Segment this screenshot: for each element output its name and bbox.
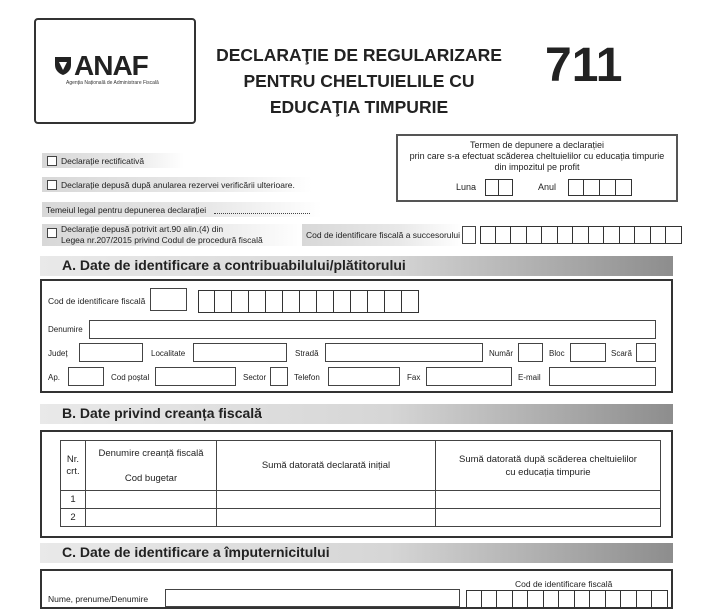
- deadline-box: [396, 134, 678, 202]
- logo-text: ANAF: [74, 50, 148, 81]
- col-denumire-label: Denumire creanță fiscală: [98, 447, 204, 459]
- page-title: [200, 42, 518, 120]
- row-denumire-cell[interactable]: [86, 509, 217, 527]
- row-dupa-cell[interactable]: [436, 509, 661, 527]
- a-numar-label: Număr: [489, 349, 514, 358]
- table-row: [61, 491, 661, 509]
- art90-checkbox[interactable]: [47, 228, 57, 238]
- a-cif-label: Cod de identificare fiscală: [48, 296, 146, 306]
- row-datorata-cell[interactable]: [217, 509, 436, 527]
- col-dupa-label-2: cu educația timpurie: [505, 466, 591, 478]
- month-label: Luna: [456, 182, 477, 192]
- section-a-title: A. Date de identificare a contribuabilului/plătitorului: [62, 257, 406, 273]
- c-cif-field[interactable]: [466, 590, 668, 608]
- c-name-label: Nume, prenume/Denumire: [48, 594, 149, 604]
- col-dupa-header: [436, 441, 661, 491]
- row-denumire-cell[interactable]: [86, 491, 217, 509]
- logo-tagline: Agenția Națională de Administrare Fiscală: [66, 80, 159, 86]
- fiscal-claims-table: [60, 440, 661, 527]
- section-b-header: [40, 404, 673, 424]
- a-judet-field[interactable]: [79, 343, 143, 362]
- anulare-label: Declarație depusă după anularea rezervei verificării ulterioare.: [61, 180, 295, 190]
- deadline-line-2: prin care s-a efectuat scăderea cheltuielilor cu educația timpurie: [409, 151, 665, 161]
- col-crt-label: crt.: [66, 465, 80, 477]
- a-strada-field[interactable]: [325, 343, 483, 362]
- rectificativa-label: Declarație rectificativă: [61, 156, 145, 166]
- col-nr-label: Nr.: [66, 453, 80, 465]
- a-sector-label: Sector: [243, 373, 267, 382]
- a-strada-label: Stradă: [295, 349, 319, 358]
- row-number: 1: [61, 491, 86, 509]
- a-fax-field[interactable]: [426, 367, 512, 386]
- a-localitate-field[interactable]: [193, 343, 287, 362]
- row-datorata-cell[interactable]: [217, 491, 436, 509]
- a-bloc-label: Bloc: [549, 349, 565, 358]
- successor-prefix-field[interactable]: [462, 226, 476, 244]
- anulare-checkbox[interactable]: [47, 180, 57, 190]
- a-cod-postal-field[interactable]: [155, 367, 236, 386]
- a-cod-postal-label: Cod poștal: [111, 373, 150, 382]
- a-denumire-field[interactable]: [89, 320, 656, 339]
- a-scara-field[interactable]: [636, 343, 656, 362]
- temei-field[interactable]: [214, 213, 310, 214]
- successor-cif-label: Cod de identificare fiscală a succesorului: [306, 230, 461, 240]
- deadline-text: [398, 140, 676, 173]
- anaf-shield-icon: [54, 56, 72, 76]
- a-telefon-field[interactable]: [328, 367, 400, 386]
- a-email-label: E-mail: [518, 373, 541, 382]
- a-denumire-label: Denumire: [48, 325, 83, 334]
- a-judet-label: Județ: [48, 349, 68, 358]
- col-datorata-header: [217, 441, 436, 491]
- row-number: 2: [61, 509, 86, 527]
- table-row: [61, 509, 661, 527]
- title-line-3: EDUCAŢIA TIMPURIE: [269, 97, 449, 117]
- a-telefon-label: Telefon: [294, 373, 320, 382]
- year-field[interactable]: [568, 179, 632, 196]
- section-b-title: B. Date privind creanța fiscală: [62, 405, 262, 421]
- row-dupa-cell[interactable]: [436, 491, 661, 509]
- col-datorata-label: Sumă datorată declarată inițial: [261, 460, 391, 471]
- title-line-2: PENTRU CHELTUIELILE CU: [243, 71, 475, 91]
- a-scara-label: Scară: [611, 349, 632, 358]
- a-ap-label: Ap.: [48, 373, 61, 382]
- a-cif-prefix-field[interactable]: [150, 288, 187, 311]
- a-fax-label: Fax: [407, 373, 421, 382]
- a-ap-field[interactable]: [68, 367, 104, 386]
- successor-cif-field[interactable]: [480, 226, 682, 244]
- section-c-title: C. Date de identificare a împuternicitului: [62, 544, 330, 560]
- section-c-header: [40, 543, 673, 563]
- deadline-line-3: din impozitul pe profit: [494, 162, 580, 172]
- a-cif-field[interactable]: [198, 290, 419, 313]
- section-a-header: [40, 256, 673, 276]
- a-numar-field[interactable]: [518, 343, 543, 362]
- col-dupa-label-1: Sumă datorată după scăderea cheltuielilor: [459, 453, 637, 465]
- a-localitate-label: Localitate: [151, 349, 186, 358]
- temei-label: Temeiul legal pentru depunerea declarației: [46, 205, 207, 215]
- form-number: 711: [545, 39, 623, 92]
- a-bloc-field[interactable]: [570, 343, 606, 362]
- col-denumire-header: [86, 441, 217, 491]
- col-nr-header: [61, 441, 86, 491]
- c-cif-label: Cod de identificare fiscală: [515, 579, 613, 589]
- a-sector-field[interactable]: [270, 367, 288, 386]
- col-cod-label: Cod bugetar: [124, 472, 178, 484]
- c-name-field[interactable]: [165, 589, 460, 607]
- logo-box: [34, 18, 196, 124]
- year-label: Anul: [538, 182, 557, 192]
- title-line-1: DECLARAŢIE DE REGULARIZARE: [216, 45, 502, 65]
- art90-label-1: Declarație depusă potrivit art.90 alin.(4) din: [61, 224, 224, 234]
- deadline-line-1: Termen de depunere a declarației: [469, 140, 605, 150]
- rectificativa-checkbox[interactable]: [47, 156, 57, 166]
- a-email-field[interactable]: [549, 367, 656, 386]
- art90-label-2: Legea nr.207/2015 privind Codul de procedură fiscală: [61, 235, 263, 245]
- month-field[interactable]: [485, 179, 513, 196]
